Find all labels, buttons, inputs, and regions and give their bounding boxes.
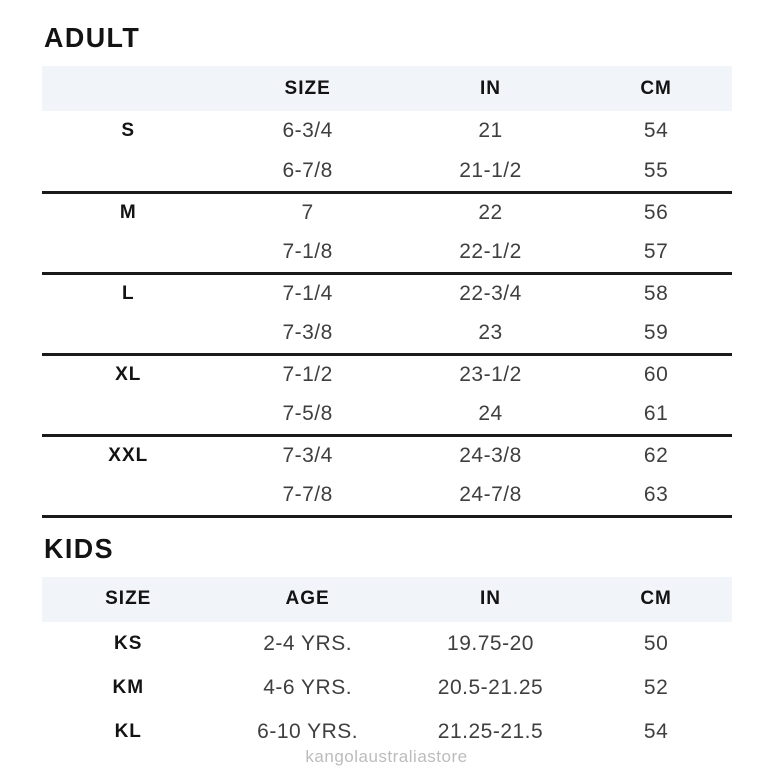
size-group-label-blank xyxy=(42,152,215,193)
in-value: 22-3/4 xyxy=(459,282,522,305)
kids-table-body xyxy=(42,622,732,754)
kids-section-title: KIDS xyxy=(44,532,114,564)
adult-header-row xyxy=(42,66,732,111)
kids-header-row xyxy=(42,577,732,622)
adult-table-header xyxy=(42,66,732,111)
adult-col-header-cm: CM xyxy=(640,77,672,99)
in-value: 21-1/2 xyxy=(459,159,522,182)
size-group-s xyxy=(42,111,732,192)
in-value: 24-3/8 xyxy=(459,444,522,467)
cm-value: 55 xyxy=(643,159,669,182)
size-group-label-blank xyxy=(42,314,215,355)
cm-value: 63 xyxy=(643,483,669,506)
size-value: 7-1/2 xyxy=(282,363,333,386)
kids-size-label: KL xyxy=(114,720,142,742)
in-value: 23-1/2 xyxy=(459,363,522,386)
size-group-label: L xyxy=(121,283,135,304)
size-value: 6-3/4 xyxy=(282,119,333,143)
table-row xyxy=(42,152,732,193)
size-group-label: S xyxy=(121,120,136,142)
kids-col-header-size: SIZE xyxy=(105,588,152,609)
age-value: 2-4 YRS. xyxy=(263,631,353,655)
age-value: 4-6 YRS. xyxy=(263,675,353,699)
table-row xyxy=(42,435,732,476)
in-value: 23 xyxy=(478,321,503,344)
in-value: 21.25-21.5 xyxy=(437,719,544,743)
table-row xyxy=(42,314,732,355)
kids-table-header xyxy=(42,577,732,622)
in-value: 20.5-21.25 xyxy=(437,675,544,699)
size-value: 7-5/8 xyxy=(282,402,333,425)
adult-col-header-size: SIZE xyxy=(284,77,331,99)
table-row xyxy=(42,395,732,436)
table-row xyxy=(42,273,732,314)
in-value: 22-1/2 xyxy=(459,240,522,263)
table-row xyxy=(42,111,732,152)
table-row xyxy=(42,354,732,395)
cm-value: 52 xyxy=(643,675,669,699)
cm-value: 56 xyxy=(643,201,669,224)
table-row xyxy=(42,233,732,274)
cm-value: 50 xyxy=(643,631,669,655)
kids-col-header-age: AGE xyxy=(285,588,330,609)
size-value: 7-3/4 xyxy=(282,444,333,467)
size-value: 7-7/8 xyxy=(282,483,333,506)
cm-value: 54 xyxy=(643,119,669,143)
size-value: 7-3/8 xyxy=(282,321,333,344)
cm-value: 61 xyxy=(643,402,669,425)
cm-value: 58 xyxy=(643,282,669,305)
size-group-l xyxy=(42,273,732,354)
size-value: 7-1/8 xyxy=(282,240,333,263)
cm-value: 59 xyxy=(643,321,669,344)
size-group-xl xyxy=(42,354,732,435)
kids-size-table xyxy=(42,577,732,754)
adult-col-header-in: IN xyxy=(479,77,501,99)
size-value: 7-1/4 xyxy=(282,282,333,305)
table-row xyxy=(42,666,732,710)
size-value: 7 xyxy=(301,201,314,224)
table-row xyxy=(42,622,732,666)
kids-col-header-in: IN xyxy=(479,588,501,609)
in-value: 22 xyxy=(478,201,503,224)
table-row xyxy=(42,192,732,233)
size-group-label-blank xyxy=(42,395,215,436)
size-group-label: XXL xyxy=(108,445,149,466)
size-group-label-blank xyxy=(42,476,215,517)
cm-value: 57 xyxy=(643,240,669,263)
adult-size-table xyxy=(42,66,732,518)
kids-size-label: KS xyxy=(114,632,143,654)
size-group-label-blank xyxy=(42,233,215,274)
adult-section-title: ADULT xyxy=(44,22,141,53)
table-row xyxy=(42,476,732,517)
kids-size-label: KM xyxy=(112,676,145,698)
size-group-xxl xyxy=(42,435,732,516)
cm-value: 54 xyxy=(643,719,669,743)
kids-col-header-cm: CM xyxy=(640,588,672,609)
size-group-m xyxy=(42,192,732,273)
in-value: 21 xyxy=(478,119,503,143)
store-watermark: kangolaustraliastore xyxy=(305,747,468,766)
cm-value: 62 xyxy=(643,444,669,467)
in-value: 19.75-20 xyxy=(447,631,534,655)
in-value: 24-7/8 xyxy=(459,483,522,506)
size-group-label: XL xyxy=(115,364,142,385)
in-value: 24 xyxy=(478,402,503,425)
cm-value: 60 xyxy=(643,363,669,386)
adult-col-header-blank xyxy=(42,66,215,111)
age-value: 6-10 YRS. xyxy=(257,719,359,743)
size-group-label: M xyxy=(119,202,137,223)
size-value: 6-7/8 xyxy=(282,159,333,182)
